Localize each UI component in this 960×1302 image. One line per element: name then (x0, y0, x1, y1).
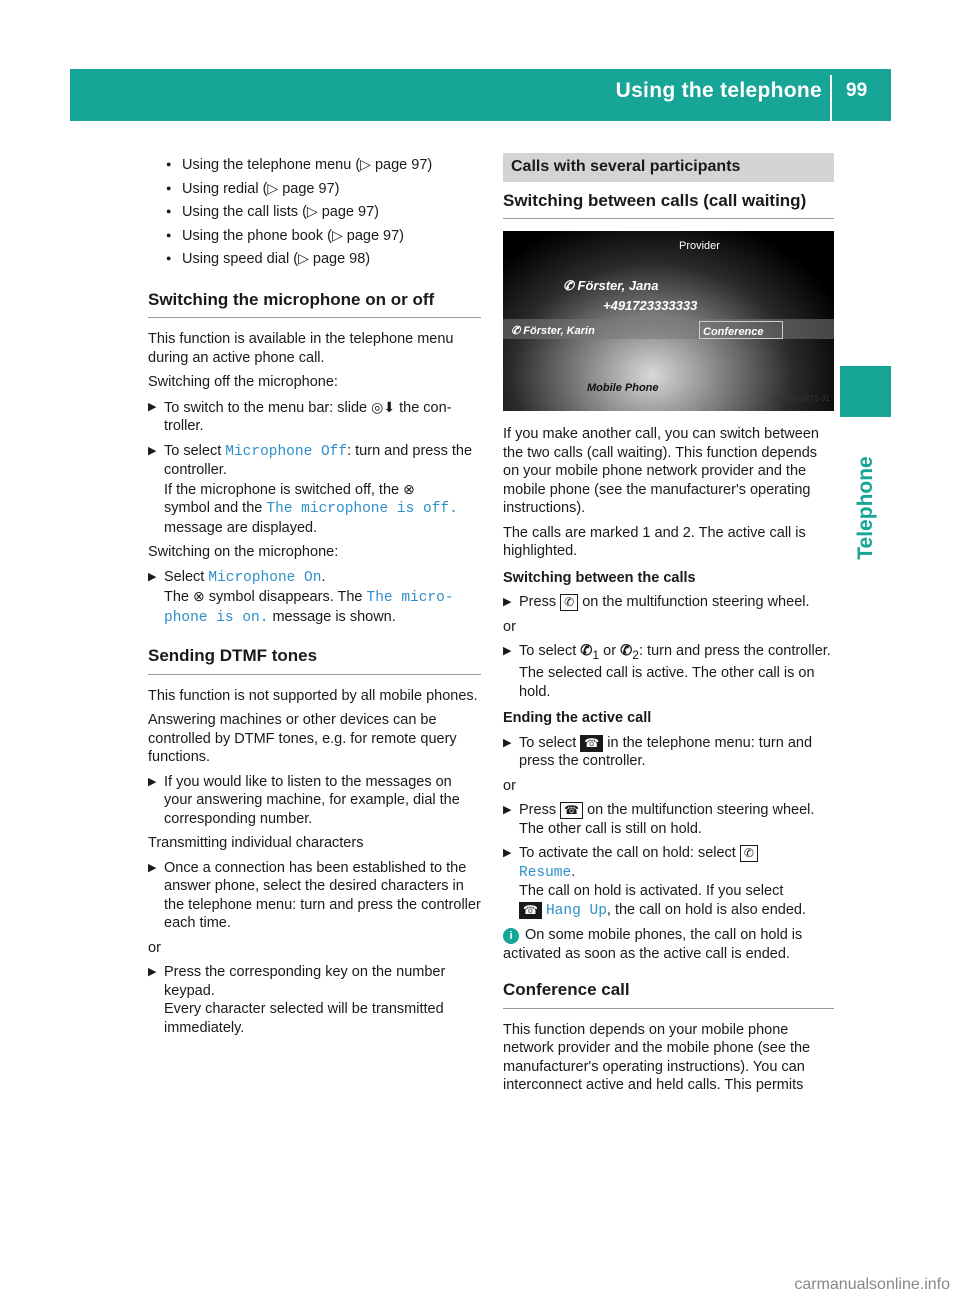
instruction-step: ▶ If you would like to listen to the messages on your answering machine, for example, dial the corresponding number. (148, 773, 460, 827)
step-arrow-icon: ▶ (148, 861, 157, 874)
watermark: carmanualsonline.info (794, 1276, 950, 1293)
left-column (148, 155, 481, 1043)
list-item: ● Using the phone book (▷ page 97) (166, 226, 481, 246)
instruction-step: ▶ To select ☎ in the telephone menu: turn and press the controller. (503, 734, 813, 770)
section-heading: Sending DTMF tones (148, 647, 481, 675)
controller-slide-icon: ◎⬇ (371, 398, 396, 415)
phone-icon: ✆ (511, 325, 521, 337)
screen-conference: Conference (703, 326, 764, 338)
step-arrow-icon: ▶ (148, 400, 157, 413)
instruction-step: ▶ To switch to the menu bar: slide ◎⬇ the controller. (148, 398, 452, 434)
paragraph: This function depends on your mobile phone network provider and the mobile phone (see the manufacturer's operating instructions). You can interconnect active and held calls. This permits (503, 1021, 811, 1094)
header-title: Using the telephone (615, 79, 822, 102)
instruction-step: ▶ Press ✆ on the multifunction steering wheel. (503, 594, 810, 610)
section-heading: Conference call (503, 981, 834, 1009)
header-bar (70, 69, 891, 121)
step-arrow-icon: ▶ (148, 775, 157, 788)
instruction-step: ▶ To activate the call on hold: select ✆ Resume. The call on hold is activated. If you select ☎ Hang Up, the call on hold is also ended. (503, 845, 807, 919)
page-ref-icon: ▷ (306, 203, 318, 219)
step-arrow-icon: ▶ (148, 966, 157, 978)
mic-off-icon: ⊗ (403, 480, 415, 497)
list-item: ● Using speed dial (▷ page 98) (166, 249, 481, 269)
right-column (503, 153, 834, 1101)
step-arrow-icon: ▶ (148, 444, 157, 457)
list-item: ● Using the call lists (▷ page 97) (166, 202, 481, 222)
subheading: Ending the active call (503, 710, 652, 727)
resume-call-icon: ✆ (740, 845, 758, 862)
paragraph: or (148, 939, 161, 956)
screen-caller-1: ✆ Förster, Jana (563, 278, 659, 293)
display-screenshot (503, 231, 834, 411)
step-arrow-icon: ▶ (148, 570, 157, 583)
step-arrow-icon: ▶ (503, 804, 512, 817)
instruction-step: ▶ To select $✆_1$ or $✆_2$: turn and press the controller. The selected call is active. The other call is on hold. (503, 643, 831, 700)
screen-mobile-phone: Mobile Phone (587, 382, 659, 394)
page-ref-icon: ▷ (298, 250, 309, 266)
instruction-step: ▶ Press ☎ on the multifunction steering wheel. The other call is still on hold. (503, 802, 815, 837)
page-ref-icon: ▷ (331, 226, 343, 243)
paragraph: This function is not supported by all mobile phones. (148, 687, 478, 704)
paragraph: Answering machines or other devices can be controlled by DTMF tones, e.g. for remote query functions. (148, 712, 457, 765)
instruction-step: ▶ Select Microphone On. The ⊗ symbol disappears. The The micro‑ phone is on. message is shown. (148, 568, 454, 626)
screen-caller-2: ✆ Förster, Karin (511, 325, 595, 337)
screen-code: P82.89-0873-31 (772, 393, 830, 403)
info-note: i On some mobile phones, the call on hold is activated as soon as the active call is ended. (503, 927, 803, 962)
paragraph: Switching off the microphone: (148, 374, 338, 390)
instruction-step: ▶ Press the corresponding key on the number keypad. Every character selected will be transmitted immediately. (148, 964, 446, 1036)
paragraph: or (503, 618, 516, 635)
phone-1-icon: ✆ (580, 643, 593, 659)
paragraph: This function is available in the telephone menu during an active phone call. (148, 331, 454, 366)
page-number: 99 (846, 80, 868, 101)
call-end-icon: ☎ (560, 802, 583, 819)
step-arrow-icon: ▶ (503, 736, 512, 749)
paragraph: Switching on the microphone: (148, 544, 339, 560)
list-item: ● Using the telephone menu (▷ page 97) (166, 155, 481, 175)
screen-provider: Provider (679, 240, 720, 252)
list-item: ● Using redial (▷ page 97) (166, 179, 481, 199)
section-banner: Calls with several participants (503, 153, 834, 182)
paragraph: or (503, 777, 516, 794)
phone-icon: ✆ (563, 278, 574, 293)
phone-2-icon: ✆ (620, 643, 633, 659)
header-separator (830, 75, 832, 121)
section-heading: Switching between calls (call waiting) (503, 192, 834, 220)
mic-off-icon: ⊗ (193, 588, 205, 604)
chapter-tab (840, 366, 891, 417)
call-accept-icon: ✆ (560, 594, 578, 611)
hang-up-icon: ☎ (580, 735, 603, 752)
paragraph: Transmitting individual characters (148, 835, 364, 851)
hang-up-icon: ☎ (519, 902, 542, 919)
section-heading: Switching the microphone on or off (148, 291, 481, 319)
instruction-step: ▶ Once a connection has been established to the answer phone, select the desired characters in the telephone menu: turn and press the controller each time. (148, 859, 481, 931)
step-arrow-icon: ▶ (503, 596, 512, 608)
step-arrow-icon: ▶ (503, 645, 512, 657)
subheading: Switching between the calls (503, 569, 696, 586)
paragraph: The calls are marked 1 and 2. The active call is highlighted. (503, 524, 806, 559)
page-ref-icon: ▷ (360, 156, 371, 172)
screen-number: +491723333333 (603, 298, 698, 313)
instruction-step: ▶ To select Microphone Off: turn and press the controller. If the microphone is switched off, the ⊗ symbol and the The microphone is off. message are displayed. (148, 442, 473, 536)
page-ref-icon: ▷ (267, 179, 279, 196)
info-icon: i (503, 928, 519, 944)
step-arrow-icon: ▶ (503, 847, 512, 860)
chapter-label: Telephone (854, 456, 877, 560)
paragraph: If you make another call, you can switch between the two calls (call waiting). This function depends on your mobile phone network provider and the mobile phone (see the manufacturer's operating instructions). (503, 426, 819, 516)
